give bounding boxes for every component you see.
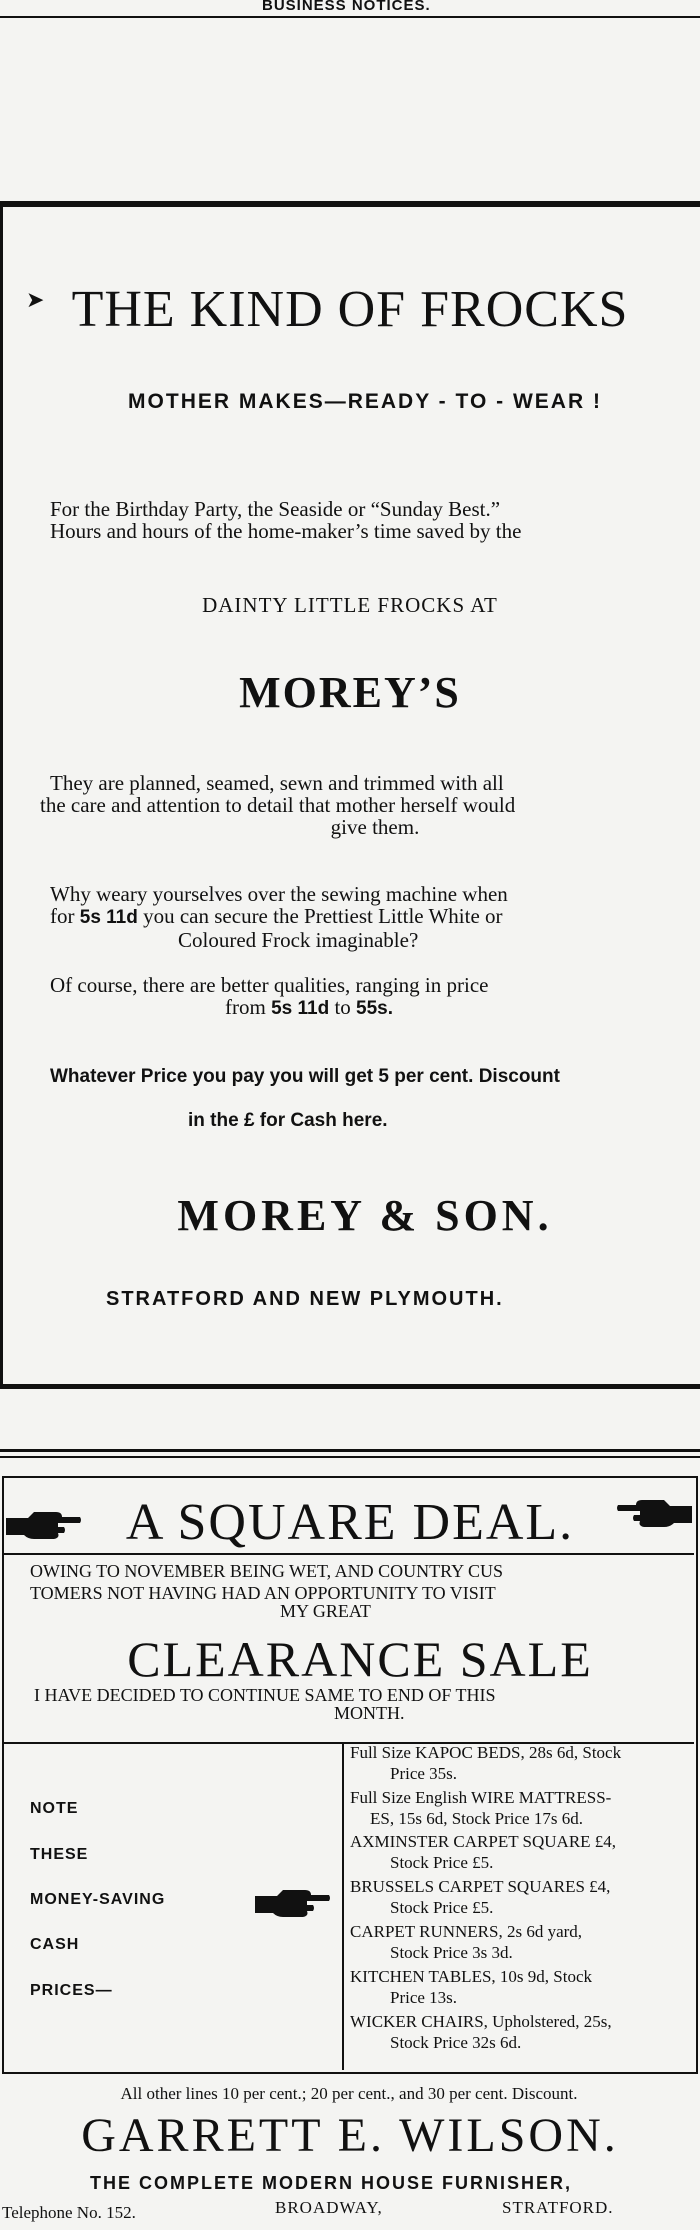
frock-price: 5s 11d [79, 907, 138, 928]
para3-line3: Coloured Frock imaginable? [178, 928, 419, 952]
price-item-kapoc-beds [350, 1742, 700, 1784]
discount-line1: Whatever Price you pay you will get 5 per cent. Discount [50, 1066, 560, 1087]
divider-rule-1 [0, 1449, 700, 1452]
morey-subheadline: MOTHER MAKES—READY - TO - WEAR ! [128, 390, 602, 413]
price-stock: Price 35s. [390, 1764, 458, 1783]
morey-bottom-rule [0, 1384, 700, 1389]
para3-line2 [50, 905, 690, 929]
wilson-name: GARRETT E. WILSON. [81, 2109, 619, 2162]
wilson-street: BROADWAY, [275, 2198, 383, 2217]
wilson-telephone: Telephone No. 152. [2, 2203, 136, 2222]
wilson-sale: CLEARANCE SALE [127, 1631, 593, 1687]
price-item-kitchen-tables [350, 1966, 700, 2008]
para1-line2: Hours and hours of the home-maker’s time saved by the [50, 519, 522, 543]
wilson-tagline: THE COMPLETE MODERN HOUSE FURNISHER, [90, 2173, 573, 2193]
note-word-4: CASH [30, 1936, 80, 1953]
continue-line1: I HAVE DECIDED TO CONTINUE SAME TO END OF THIS [34, 1685, 496, 1705]
price-line: Full Size English WIRE MATTRESS- [350, 1788, 612, 1807]
wilson-headline: A SQUARE DEAL. [125, 1494, 575, 1551]
price-stock: Stock Price £5. [390, 1853, 494, 1872]
price-stock: ES, 15s 6d, Stock Price 17s 6d. [370, 1809, 583, 1828]
morey-firm: MOREY & SON. [177, 1191, 553, 1240]
morey-para1 [50, 498, 690, 542]
price-high: 55s. [356, 998, 394, 1019]
wilson-column-divider [342, 1744, 344, 2070]
para2-line1: They are planned, seamed, sewn and trimmed with all [50, 771, 504, 795]
para4-pre: from [225, 995, 272, 1019]
intro-line1: OWING TO NOVEMBER BEING WET, AND COUNTRY CUS [30, 1561, 504, 1581]
price-line: AXMINSTER CARPET SQUARE £4, [350, 1832, 617, 1851]
pointer-mark-icon: ➤ [26, 287, 45, 312]
price-item-wire-mattresses [350, 1787, 700, 1829]
note-word-5: PRICES— [30, 1982, 113, 1999]
price-low: 5s 11d [271, 998, 330, 1019]
morey-location: STRATFORD AND NEW PLYMOUTH. [106, 1288, 504, 1310]
para4-line1: Of course, there are better qualities, ranging in price [50, 973, 489, 997]
section-header: BUSINESS NOTICES. [262, 0, 431, 14]
note-word-1: NOTE [30, 1800, 79, 1817]
wilson-town: STRATFORD. [502, 2198, 614, 2217]
intro-line2: TOMERS NOT HAVING HAD AN OPPORTUNITY TO VISIT [30, 1583, 496, 1603]
morey-para3 [50, 883, 690, 951]
price-line: CARPET RUNNERS, 2s 6d yard, [350, 1922, 583, 1941]
para4-mid: to [329, 995, 357, 1019]
pointing-hand-note-icon [250, 1886, 334, 1922]
price-item-axminster [350, 1831, 700, 1873]
price-stock: Price 13s. [390, 1988, 458, 2007]
price-stock: Stock Price 3s 3d. [390, 1943, 513, 1962]
price-line: BRUSSELS CARPET SQUARES £4, [350, 1877, 611, 1896]
note-word-2: THESE [30, 1846, 89, 1863]
para3-post: you can secure the Prettiest Little White or [137, 904, 503, 928]
wilson-continue [34, 1684, 684, 1724]
price-item-brussels [350, 1876, 700, 1918]
price-item-carpet-runners [350, 1921, 700, 1963]
morey-shop-name: MOREY’S [239, 668, 461, 717]
price-item-wicker-chairs [350, 2011, 700, 2053]
divider-rule-2 [0, 1456, 700, 1458]
continue-line2: MONTH. [334, 1703, 405, 1723]
para1-line1: For the Birthday Party, the Seaside or “Sunday Best.” [50, 497, 501, 521]
wilson-head-rule [4, 1553, 694, 1555]
morey-para4 [50, 974, 690, 1020]
wilson-other-lines: All other lines 10 per cent.; 20 per cent., and 30 per cent. Discount. [120, 2084, 578, 2103]
price-stock: Stock Price 32s 6d. [390, 2033, 522, 2052]
intro-line3: MY GREAT [280, 1601, 371, 1621]
para4-line2 [50, 996, 690, 1020]
discount-line2: in the £ for Cash here. [188, 1110, 388, 1131]
morey-headline: THE KIND OF FROCKS [71, 281, 629, 338]
note-word-3: MONEY-SAVING [30, 1891, 166, 1908]
wilson-intro [30, 1560, 680, 1622]
para3-pre: for [50, 904, 80, 928]
top-rule [0, 16, 700, 18]
price-line: KITCHEN TABLES, 10s 9d, Stock [350, 1967, 592, 1986]
para2-line2: the care and attention to detail that mother herself would [40, 793, 516, 817]
price-line: Full Size KAPOC BEDS, 28s 6d, Stock [350, 1743, 622, 1762]
morey-para2 [40, 772, 680, 838]
price-line: WICKER CHAIRS, Upholstered, 25s, [350, 2012, 612, 2031]
price-stock: Stock Price £5. [390, 1898, 494, 1917]
morey-discount [50, 1066, 690, 1132]
morey-dainty: DAINTY LITTLE FROCKS AT [202, 593, 498, 617]
para3-line1: Why weary yourselves over the sewing machine when [50, 882, 508, 906]
para2-line3: give them. [330, 815, 420, 839]
morey-top-rule [0, 201, 700, 207]
